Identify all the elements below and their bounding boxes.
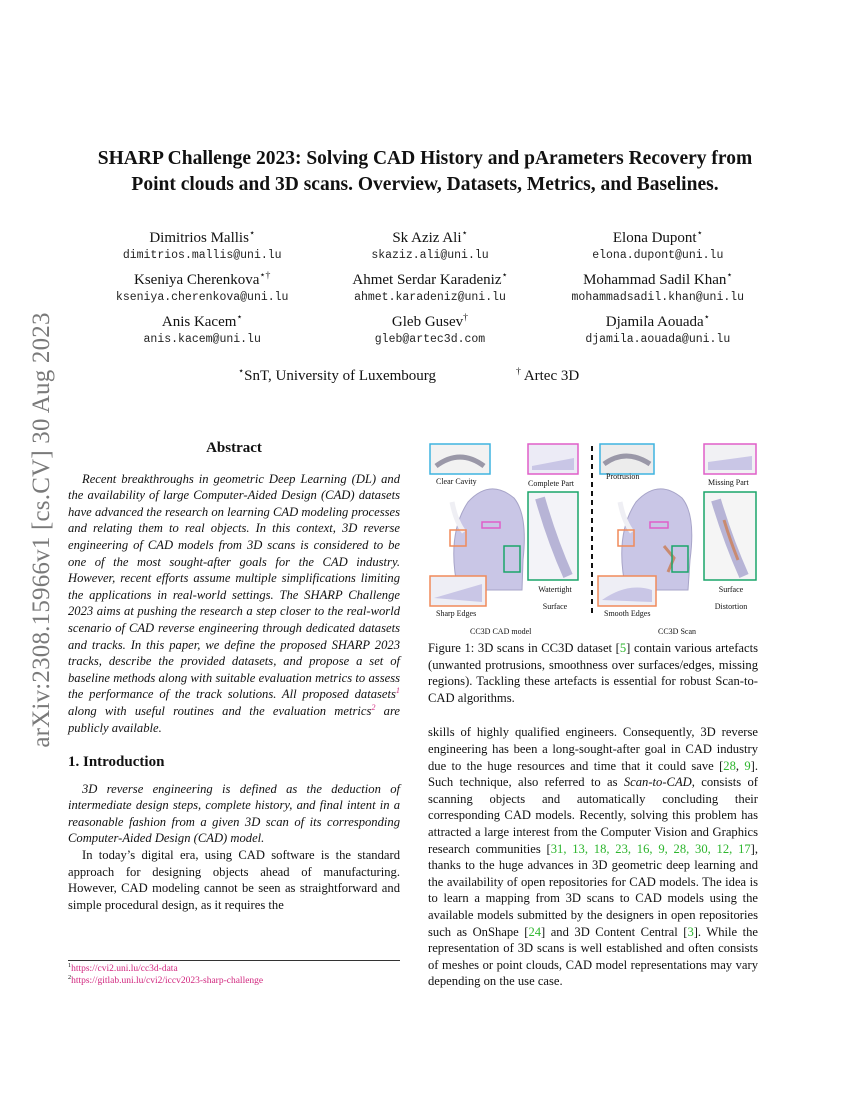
body-text: ], thanks to the huge advances in 3D geometric deep learning and the availability of open repositories for CAD models. The idea is to learn a mapping from 3D scans to CAD models using the available models submitted by the designers in open repositories such as OnShape [ [428,841,759,939]
footnote-2 [68,975,400,987]
author-email[interactable]: anis.kacem@uni.lu [143,333,261,346]
label-cc3d-cad-model: CC3D CAD model [470,627,532,636]
author-entry [90,270,314,306]
footnote-ref-1[interactable]: 1 [395,686,400,696]
author-mark: ⋆ [461,228,468,239]
author-row [90,312,770,348]
intro-heading: 1. Introduction [68,754,165,771]
helmet-scan-shape [622,489,692,590]
label-sharp-edges: Sharp Edges [436,609,477,618]
caption-text: Figure 1: 3D scans in CC3D dataset [ [428,641,620,655]
author-email[interactable]: dimitrios.mallis@uni.lu [122,249,282,262]
label-cc3d-scan: CC3D Scan [658,627,696,636]
author-email[interactable]: djamila.aouada@uni.lu [585,333,731,346]
abstract-text [68,471,400,737]
author-entry [318,270,542,306]
author-entry [318,228,542,264]
citation-link[interactable]: 28 [723,758,736,773]
body-text: ] and 3D Content Central [ [541,924,688,939]
arxiv-sidebar-stamp [22,290,62,770]
intro-paragraph-2: In today’s digital era, using CAD software is the standard approach for designing objects ahead of manufacturing. However, CAD modeling cannot be seen as straightforward and simple procedural design, as it requires the [68,848,400,912]
label-protrusion: Protrusion [606,472,640,481]
figure-caption [428,640,758,706]
abstract-heading: Abstract [206,440,262,456]
body-text: skills of highly qualified engineers. Consequently, 3D reverse engineering has been a long-sought-after goal in CAD industry due to the huge resources and time that it could save [ [428,725,758,773]
author-name: Mohammad Sadil Khan [583,272,727,288]
author-entry [546,228,770,264]
label-surface-distortion: Surface Distortion [714,585,748,611]
author-email[interactable]: gleb@artec3d.com [374,333,486,346]
left-column [68,440,400,913]
body-text: , consists of scanning objects and automatically concluding their corresponding CAD models. Recently, solving this problem has attracted a large interest from the Computer Vision and Graphics research communities [ [428,775,758,856]
label-missing-part: Missing Part [708,478,749,487]
author-block [90,228,770,354]
footnote-number: 1 [68,962,72,969]
affiliation-artec [516,368,579,385]
author-mark: ⋆ [236,312,243,323]
footnote-ref-2[interactable]: 2 [371,702,376,712]
caption-text-2: ] contain various artefacts (unwanted protrusions, smoothness over surfaces/edges, missing regions). Tackling these artefacts is essential for robust Scan-to-CAD algorithms. [428,641,759,705]
author-email[interactable]: ahmet.karadeniz@uni.lu [354,291,506,304]
author-entry [90,312,314,348]
title-line-2: Point clouds and 3D scans. Overview, Datasets, Metrics, and Baselines. [131,174,719,195]
caption-citation[interactable]: 5 [619,641,627,655]
author-email[interactable]: skaziz.ali@uni.lu [371,249,489,262]
author-name: Djamila Aouada [605,314,704,330]
author-mark: ⋆ [501,270,508,281]
author-name: Kseniya Cherenkova [134,272,260,288]
intro-paragraph-1: 3D reverse engineering is defined as the deduction of intermediate design steps, complete history, and final intent in a reasonable fashion from a given 3D scan of its corresponding Computer-Aided Design (CAD) model. [68,781,400,846]
footnote-1 [68,963,400,975]
affiliation-mark: † [516,366,521,377]
author-entry [318,312,542,348]
author-name: Dimitrios Mallis [149,230,249,246]
author-name: Sk Aziz Ali [392,230,462,246]
author-entry [546,270,770,306]
author-mark: ⋆ [726,270,733,281]
affiliation-text: SnT, University of Luxembourg [244,368,437,384]
author-entry [546,312,770,348]
abstract-body-3: are publicly available. [68,703,400,735]
citation-link[interactable]: 9 [744,758,751,773]
affiliation-text: Artec 3D [523,368,580,384]
scan-to-cad-term: Scan-to-CAD [623,775,692,790]
footnotes [68,960,400,987]
author-entry [90,228,314,264]
abstract-body-2: along with useful routines and the evaluation metrics [68,703,372,718]
author-name: Elona Dupont [612,230,697,246]
label-watertight-surface: Watertight Surface [538,585,572,611]
author-name: Ahmet Serdar Karadeniz [352,272,502,288]
abstract-body: Recent breakthroughs in geometric Deep Learning (DL) and the availability of large Computer-Aided Design (CAD) datasets have advanced the research on learning CAD modeling processes and relating them to real objects. In this context, 3D reverse engineering of CAD models from 3D scans is considered to be one of the most sought-after goals for the CAD industry. However, recent efforts assume multiple simplifications limiting the applications in real-world settings. The SHARP Challenge 2023 aims at pushing the research a step closer to the real-world scenario of CAD reverse engineering through dedicated datasets and tracks. In this paper, we define the proposed SHARP 2023 tracks, describe the provided datasets, and propose a set of baseline methods along with suitable evaluation metrics to assess the performance of the track solutions. All proposed datasets [68,471,400,702]
body-text: , [735,758,745,773]
title-line-1: SHARP Challenge 2023: Solving CAD History and pArameters Recovery from [97,148,753,169]
right-column [428,440,758,990]
footnote-link[interactable]: https://cvi2.uni.lu/cc3d-data [71,964,178,974]
footnote-number: 2 [68,974,72,981]
helmet-cad-shape [454,489,525,590]
citation-link[interactable]: 24 [528,924,542,939]
author-row [90,228,770,264]
author-mark: ⋆† [259,270,271,281]
affiliation-mark: ⋆ [238,366,245,377]
citation-list[interactable]: 31, 13, 18, 23, 16, 9, 28, 30, 12, 17 [550,841,751,856]
figure-1 [428,440,758,636]
citation-link[interactable]: 3 [687,924,694,939]
label-clear-cavity: Clear Cavity [436,477,477,486]
author-row [90,270,770,306]
affiliation-snt [238,368,436,385]
author-name: Gleb Gusev [391,314,464,330]
author-email[interactable]: mohammadsadil.khan@uni.lu [571,291,745,304]
arxiv-id: arXiv:2308.15966v1 [cs.CV] 30 Aug 2023 [28,312,55,748]
author-name: Anis Kacem [161,314,237,330]
author-email[interactable]: elona.dupont@uni.lu [592,249,724,262]
author-mark: ⋆ [696,228,703,239]
author-email[interactable]: kseniya.cherenkova@uni.lu [115,291,289,304]
author-mark: ⋆ [248,228,256,239]
body-text: ]. While the representation of 3D scans is well established and often consists of meshes or point clouds, CAD model representations may vary depending on the use case. [428,924,758,989]
body-text: ]. Such technique, also referred to as [428,758,758,790]
author-mark: † [463,312,469,323]
footnote-link[interactable]: https://gitlab.uni.lu/cvi2/iccv2023-sharp-challenge [71,976,264,986]
label-complete-part: Complete Part [528,479,574,488]
paper-title [60,146,790,198]
label-smooth-edges: Smooth Edges [604,609,651,618]
intro-paragraph-3 [428,724,758,990]
author-mark: ⋆ [703,312,710,323]
